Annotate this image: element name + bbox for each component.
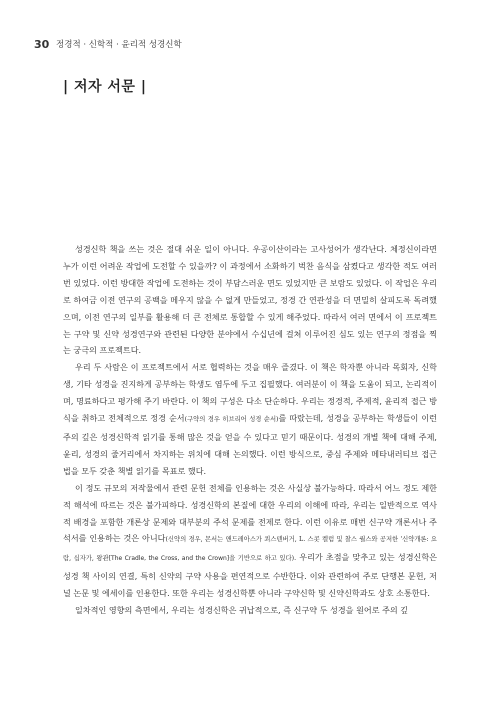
paragraph-2-note: (구약의 경우 히브리어 성경 순서)	[184, 416, 279, 424]
running-head	[34, 38, 182, 51]
paragraph-2-text-cont: 를 따랐는데, 성경을 공부하는 학생들이 이런 주의 깊은 성경신학적 읽기를 통해 많은 것을 얻을 수 있다고 믿기 때문이다. 성경의 개별 책에 대해 주제, 윤리, 성경의 줄거리에서 차지하는 위치에 대해 논의했다. 이런 방식으로, 중심 주제와 메타내러티브 접근법을 모두 갖춘 책별 읽기를 목표로 했다.	[63, 413, 437, 476]
paragraph-3-note-title: [The Cradle, the Cross, and the Crown]	[108, 555, 230, 563]
running-head-title: 정경적 · 신학적 · 윤리적 성경신학	[56, 40, 182, 50]
paragraph-1: 성경신학 책을 쓰는 것은 절대 쉬운 일이 아니다. 우공이산이라는 고사성어가 생각난다. 체정신이라면 누가 이런 어려운 작업에 도전할 수 있을까? 이 과정에서 소화하기 벅찬 음식을 삼켰다고 생각한 적도 여러 번 있었다. 이런 방대한 작업에 도전하는 것이 부담스러운 면도 있었지만 큰 보람도 있었다. 이 작업은 우리로 하여금 이전 연구의 공백을 메우지 않을 수 없게 만들었고, 정경 간 연관성을 더 면밀히 살피도록 독려했으며, 이전 연구의 일부를 활용해 더 큰 전체로 통합할 수 있게 해주었다. 따라서 여러 면에서 이 프로젝트는 구약 및 신약 성경연구와 관련된 다양한 분야에서 수십년에 걸쳐 이루어진 심도 있는 연구의 정점을 찍는 궁극의 프로젝트다.	[63, 244, 437, 356]
chapter-title: | 저자 서문 |	[63, 79, 147, 95]
paragraph-3	[63, 480, 437, 602]
paragraph-2	[63, 359, 437, 479]
paragraph-3-note-end: 을 기반으로 하고 있다).	[229, 555, 297, 563]
paragraph-3-text: 이 정도 규모의 저작물에서 관련 문헌 전체를 인용하는 것은 사실상 불가능하다. 따라서 어느 정도 제한적 해석에 따르는 것은 불가피하다. 성경신학의 본질에 대한 우리의 이해에 따라, 우리는 일반적으로 역사적 배경을 포함한 개론상 문제와 대부분의 주석 문제를 전제로 한다. 이런 이유로 매번 신구약 개론서나 주석서를 인용하는 것은 아니다	[63, 482, 437, 544]
page-number: 30	[34, 38, 50, 51]
paragraph-3-text-cont: 우리가 초점을 맞추고 있는 성경신학은 성경 책 사이의 연결, 특히 신약의 구약 사용을 편연적으로 수반한다. 이와 관련하여 주로 단행본 문헌, 저널 논문 및 에세이를 인용한다. 또한 우리는 성경신학뿐 아니라 구약신학 및 신약신학과도 상호 소통한다.	[63, 552, 437, 599]
paragraph-2-text: 우리 두 사람은 이 프로젝트에서 서로 협력하는 것을 매우 즐겼다. 이 책은 학자뿐 아니라 목회자, 신학생, 기타 성경을 진지하게 공부하는 학생도 염두에 두고 집필했다. 여러분이 이 책을 도움이 되고, 논리적이며, 명료하다고 평가해 주기 바란다. 이 책의 구성은 다소 단순하다. 우리는 정경적, 주제적, 윤리적 접근 방식을 취하고 전체적으로 정경 순서	[63, 362, 437, 424]
paragraph-4: 일차적인 영향의 측면에서, 우리는 성경신학은 귀납적으로, 즉 신구약 두 성경을 원어로 주의 깊	[75, 605, 409, 616]
body-text	[63, 241, 437, 619]
paragraph-3-note: (신약의 경우, 몬서는 앤드레아스가 쾨스텐버거, L. 스콧 켈럼 및 찰스 퀄스와 공저한 '신약개론: 요람, 십자가, 왕관	[63, 536, 437, 563]
